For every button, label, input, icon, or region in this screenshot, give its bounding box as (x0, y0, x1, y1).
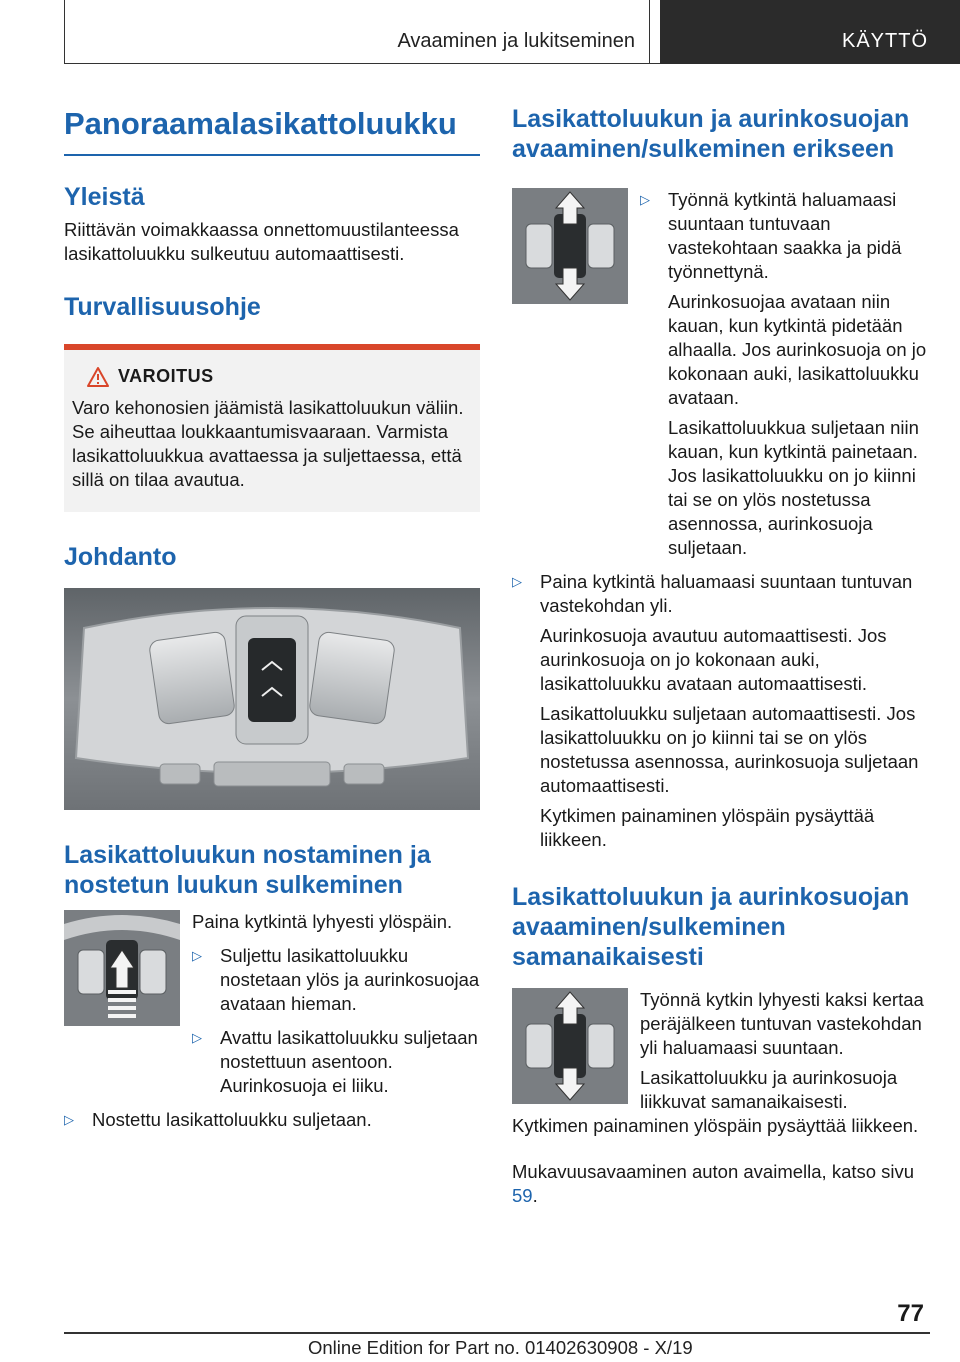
separate-bullet-1 (640, 188, 928, 560)
switch-push-up-illustration (64, 910, 180, 1026)
switch-push-pull-illustration (512, 188, 628, 304)
warning-text: Varo kehonosien jäämistä lasikattoluukun väliin. Se aiheuttaa loukkaantumisvaaraan. Varmista lasikattoluukkua avattaessa ja suljettaessa, että sillä on tilaa avautua. (72, 396, 464, 490)
triangle-bullet-icon: ▷ (512, 574, 522, 589)
triangle-bullet-icon: ▷ (192, 947, 202, 963)
page-title: Panoraamalasikattoluukku (64, 106, 457, 141)
separate-text: Työnnä kytkintä haluamaasi suuntaan tuntuvaan vastekohtaan saakka ja pidä työnnettynä. (668, 189, 902, 282)
raising-bullet-3 (64, 1108, 480, 1132)
raising-bullet-text: Avattu lasikattoluukku suljetaan nostettuun asentoon. Aurinkosuoja ei liiku. (220, 1026, 478, 1096)
section-heading-raising: Lasikattoluukun nostaminen ja nostetun luukun sulkeminen (64, 840, 431, 899)
separate-text: Aurinkosuojaa avataan niin kauan, kun kytkintä pidetään alhaalla. Jos aurinkosuoja on jo kokonaan auki, lasikattoluukku avataan. (668, 291, 927, 408)
separate-text: Aurinkosuoja avautuu automaattisesti. Jos aurinkosuoja on jo kokonaan auki, lasikattoluukku avataan automaattisesti. (540, 625, 887, 694)
section-heading-separate: Lasikattoluukun ja aurinkosuojan avaaminen/sulkeminen erikseen (512, 105, 910, 163)
page-number: 77 (897, 1300, 924, 1327)
header-chapter-tab: KÄYTTÖ (660, 0, 960, 64)
section-heading-intro: Johdanto (64, 542, 177, 571)
reference-text: Mukavuusavaaminen auton avaimella, katso sivu 59. (512, 1161, 915, 1206)
section-heading-simultaneous: Lasikattoluukun ja aurinkosuojan avaaminen/sulkeminen samanaikaisesti (512, 883, 910, 971)
title-rule (64, 154, 480, 156)
footer-rule (64, 1332, 930, 1334)
separate-text: Lasikattoluukkua suljetaan niin kauan, kun kytkintä painetaan. Jos lasikattoluukku on jo kiinni tai se on ylös nostetussa asennossa, aurinkosuoja suljetaan. (668, 417, 919, 558)
switch-double-push-illustration (512, 988, 628, 1104)
raising-bullet-text: Nostettu lasikattoluukku suljetaan. (92, 1108, 372, 1130)
reference-label: Mukavuusavaaminen auton avaimella, katso sivu (512, 1161, 915, 1182)
separate-bullet-2 (512, 570, 928, 852)
right-column (512, 104, 928, 1208)
raising-bullet-2 (192, 1026, 480, 1098)
simultaneous-block (512, 988, 928, 1208)
raising-bullet-1 (192, 944, 480, 1016)
separate-text: Kytkimen painaminen ylöspäin pysäyttää liikkeen. (540, 805, 875, 850)
separate-text: Lasikattoluukku suljetaan automaattisesti. Jos lasikattoluukku on jo kiinni tai se on ylös nostetussa asennossa, aurinkosuoja suljetaan automaattisesti. (540, 703, 919, 796)
triangle-bullet-icon: ▷ (640, 192, 650, 207)
overhead-console-photo (64, 588, 480, 810)
warning-triangle-icon (86, 366, 110, 388)
general-text: Riittävän voimakkaassa onnettomuustilanteessa lasikattoluukku sulkeutuu automaattisesti. (64, 218, 459, 264)
section-heading-general: Yleistä (64, 182, 145, 211)
raising-block (64, 910, 480, 1132)
section-heading-safety: Turvallisuusohje (64, 292, 261, 321)
page-reference-link[interactable]: 59 (512, 1185, 533, 1206)
raising-intro: Paina kytkintä lyhyesti ylöspäin. (192, 910, 453, 932)
simultaneous-text-2: Lasikattoluukku ja aurinkosuoja liikkuvat samanaikaisesti. Kytkimen painaminen ylöspäin pysäyttää liikkeen. (512, 1067, 919, 1136)
raising-bullet-text: Suljettu lasikattoluukku nostetaan ylös ja aurinkosuojaa avataan hieman. (220, 944, 480, 1014)
left-column (64, 96, 480, 1132)
warning-title: VAROITUS (118, 366, 214, 386)
simultaneous-text-1: Työnnä kytkin lyhyesti kaksi kertaa peräjälkeen tuntuvan vastekohdan yli haluamaasi suuntaan. (640, 989, 924, 1058)
triangle-bullet-icon: ▷ (64, 1111, 74, 1127)
footer-edition: Online Edition for Part no. 01402630908 - X/19 (308, 1337, 693, 1358)
separate-text: Paina kytkintä haluamaasi suuntaan tuntuvan vastekohdan yli. (540, 571, 913, 616)
header-section-title: Avaaminen ja lukitseminen (64, 0, 650, 64)
warning-box (64, 344, 480, 512)
separate-block (512, 188, 928, 560)
triangle-bullet-icon: ▷ (192, 1029, 202, 1045)
